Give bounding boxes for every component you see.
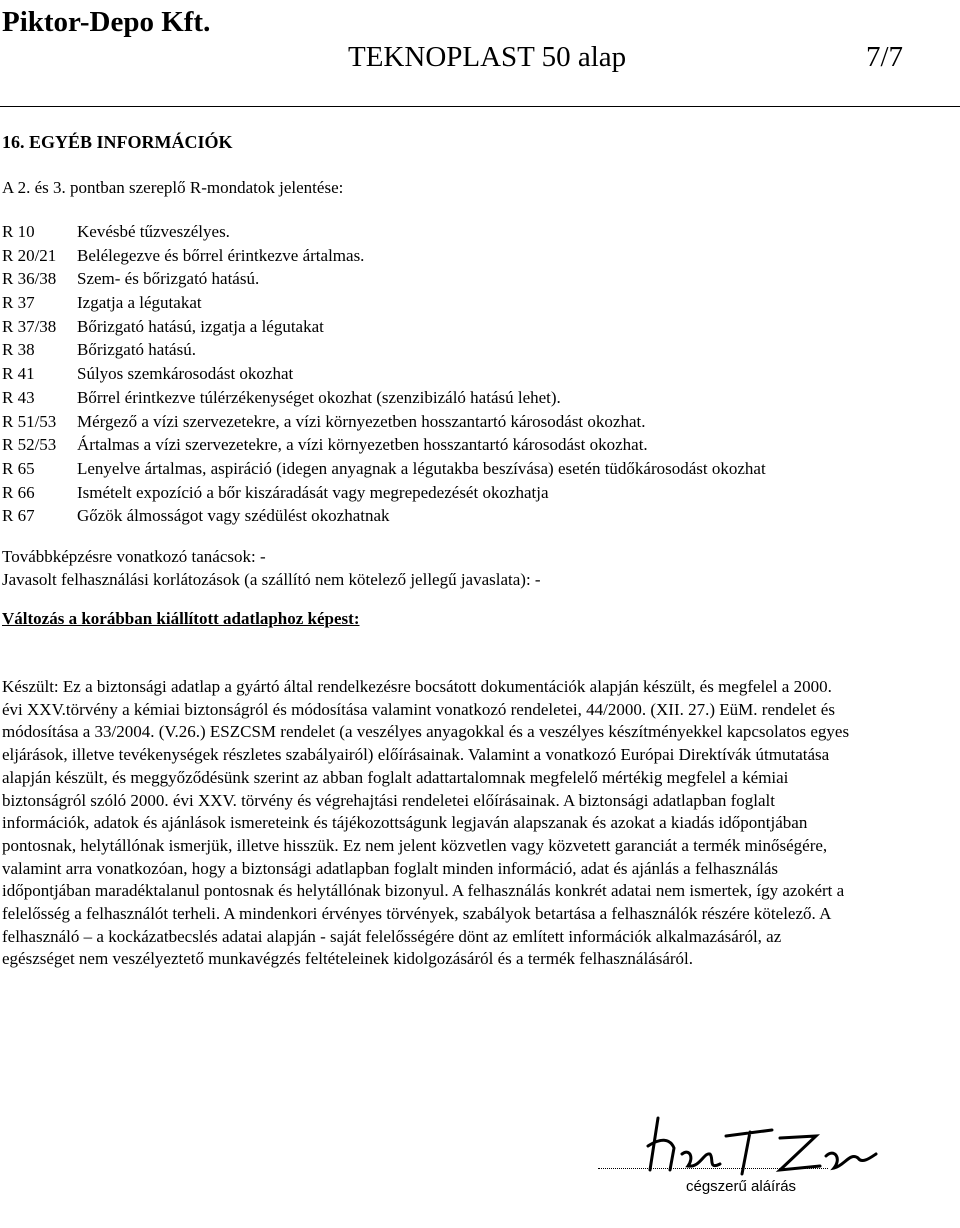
r-phrase-text: Ártalmas a vízi szervezetekre, a vízi környezetben hosszantartó károsodást okozhat. — [77, 435, 648, 455]
r-phrase-code: R 65 — [2, 458, 35, 478]
r-phrase-row — [2, 315, 952, 339]
r-phrase-text: Bőrizgató hatású. — [77, 340, 196, 360]
r-phrase-code: R 38 — [2, 340, 35, 360]
r-phrase-row — [2, 244, 952, 268]
r-phrase-row — [2, 338, 952, 362]
r-phrase-row — [2, 220, 952, 244]
r-phrase-row — [2, 504, 952, 528]
r-phrase-row — [2, 362, 952, 386]
disclaimer-line: felhasználó – a kockázatbecslés adatai alapján - saját felelősségére dönt az említett információk alkalmazásáról, az — [2, 926, 782, 946]
disclaimer-line: módosítása a 33/2004. (V.26.) ESZCSM rendelet (a veszélyes anyagokkal és a veszélyes készítményekkel kapcsolatos egyes — [2, 722, 850, 742]
disclaimer-text — [2, 676, 957, 971]
training-advice: Továbbképzésre vonatkozó tanácsok: - — [2, 547, 266, 566]
r-phrase-row — [2, 481, 952, 505]
r-phrase-row — [2, 410, 952, 434]
r-phrase-text: Súlyos szemkárosodást okozhat — [77, 364, 294, 384]
r-phrase-text: Izgatja a légutakat — [77, 293, 202, 313]
page-number: 7/7 — [866, 41, 904, 73]
header-divider — [0, 106, 960, 107]
r-phrase-list — [2, 220, 952, 528]
further-info — [2, 545, 541, 591]
r-phrase-text: Kevésbé tűzveszélyes. — [77, 222, 230, 241]
disclaimer-line: évi XXV.törvény a kémiai biztonságról és módosítása valamint vonatkozó rendeletei, 44/2000. (XII. 27.) EüM. rendelet és — [2, 699, 835, 719]
signature-image — [630, 1108, 930, 1188]
company-name: Piktor-Depo Kft. — [2, 6, 211, 38]
r-phrase-code: R 67 — [2, 506, 35, 526]
r-phrase-row — [2, 291, 952, 315]
r-phrase-code: R 10 — [2, 222, 35, 241]
disclaimer-line: pontosnak, helytállónak ismerjük, illetve hisszük. Ez nem jelent közvetlen vagy közvetett garanciát a termék minőségére, — [2, 835, 828, 855]
disclaimer-line: valamint arra vonatkozóan, hogy a biztonsági adatlapban foglalt minden információ, adat és ajánlás a felhasználás — [2, 858, 779, 878]
r-phrase-code: R 41 — [2, 364, 35, 384]
r-phrase-row — [2, 433, 952, 457]
r-phrase-code: R 37 — [2, 293, 35, 313]
change-heading: Változás a korábban kiállított adatlaphoz képest: — [2, 609, 360, 628]
r-phrase-text: Bőrrel érintkezve túlérzékenységet okozhat (szenzibizáló hatású lehet). — [77, 387, 561, 407]
r-phrase-text: Mérgező a vízi szervezetekre, a vízi környezetben hosszantartó károsodást okozhat. — [77, 411, 646, 431]
r-phrase-code: R 37/38 — [2, 316, 57, 336]
r-phrase-text: Bőrizgató hatású, izgatja a légutakat — [77, 316, 324, 336]
disclaimer-line: eljárások, illetve tevékenységek részletes szabályairól) előírásainak. Valamint a vonatkozó Európai Direktívák útmutatása — [2, 745, 830, 765]
disclaimer-line: egészséget nem veszélyeztető munkavégzés feltételeinek kidolgozásáról és a termék felhasználásáról. — [2, 949, 694, 969]
r-phrase-code: R 66 — [2, 482, 35, 502]
r-phrase-code: R 36/38 — [2, 269, 57, 289]
disclaimer-line: felelősség a felhasználót terheli. A mindenkori érvényes törvények, szabályok betartása a felhasználók részére kötelező. A — [2, 904, 832, 924]
r-phrase-row — [2, 457, 952, 481]
r-phrase-text: Gőzök álmosságot vagy szédülést okozhatnak — [77, 506, 390, 526]
r-phrase-code: R 51/53 — [2, 411, 57, 431]
r-phrase-text: Ismételt expozíció a bőr kiszáradását vagy megrepedezését okozhatja — [77, 482, 549, 502]
r-phrase-code: R 52/53 — [2, 435, 57, 455]
signature-line — [598, 1168, 828, 1169]
disclaimer-line: időpontjában maradéktalanul pontosnak és helytállónak bizonyul. A felhasználás konkrét adatai nem ismertek, így azokért a — [2, 881, 845, 901]
r-phrase-text: Szem- és bőrizgató hatású. — [77, 269, 260, 289]
use-restrictions: Javasolt felhasználási korlátozások (a szállító nem kötelező jellegű javaslata): - — [2, 570, 541, 589]
r-phrase-code: R 43 — [2, 387, 35, 407]
section-intro: A 2. és 3. pontban szereplő R-mondatok jelentése: — [2, 178, 344, 197]
signature-label: cégszerű aláírás — [686, 1178, 797, 1195]
r-phrase-code: R 20/21 — [2, 245, 57, 265]
section-heading: 16. EGYÉB INFORMÁCIÓK — [2, 132, 233, 152]
r-phrase-row — [2, 386, 952, 410]
disclaimer-line: információk, adatok és ajánlások ismereteink és tájékozottságunk legjaván alapszanak és azokat a kiadás időpontjában — [2, 813, 808, 833]
r-phrase-text: Lenyelve ártalmas, aspiráció (idegen anyagnak a légutakba beszívása) esetén tüdőkárosodást okozhat — [77, 458, 766, 478]
disclaimer-line: alapján készült, és meggyőződésünk szerint az abban foglalt adattartalomnak megfelelő mértékig megfelel a kémiai — [2, 767, 789, 787]
r-phrase-text: Belélegezve és bőrrel érintkezve ártalmas. — [77, 245, 365, 265]
r-phrase-row — [2, 267, 952, 291]
document-title: TEKNOPLAST 50 alap — [348, 41, 627, 73]
disclaimer-line: biztonságról szóló 2000. évi XXV. törvény és végrehajtási rendeletei előírásainak. A biztonsági adatlapban foglalt — [2, 790, 775, 810]
disclaimer-line: Készült: Ez a biztonsági adatlap a gyártó által rendelkezésre bocsátott dokumentációk alapján készült, és megfelel a 2000. — [2, 677, 832, 696]
